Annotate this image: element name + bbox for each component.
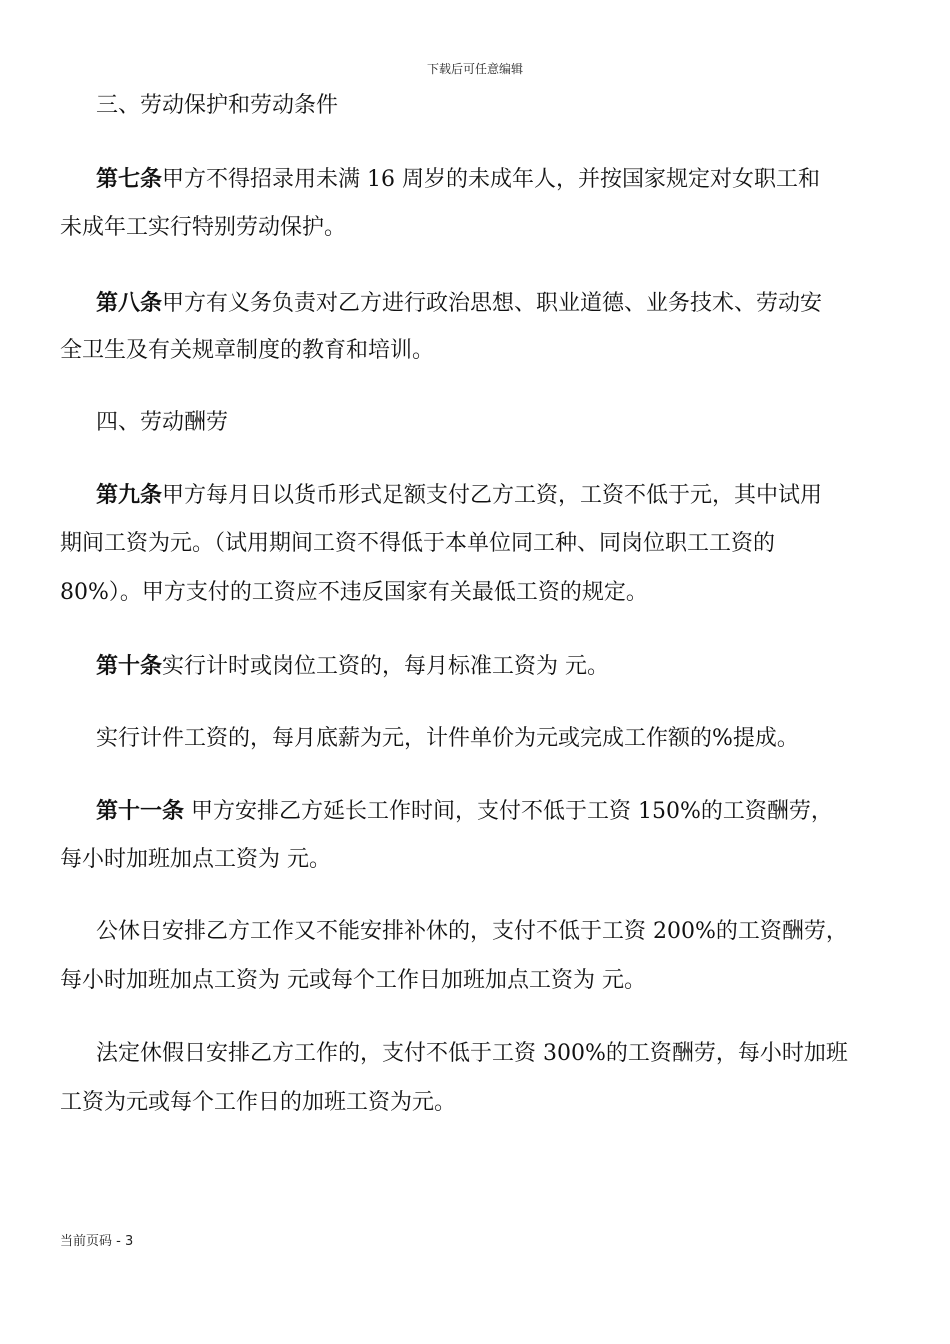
article-9-label: 第九条 [96, 482, 163, 508]
article-10-text-1: 实行计时或岗位工资的，每月标准工资为 元。 [162, 654, 610, 679]
article-9-line-3: 80%）。甲方支付的工资应不违反国家有关最低工资的规定。 [60, 580, 648, 605]
article-9-line-1 [96, 481, 822, 510]
page-number: 当前页码 - 3 [60, 1234, 134, 1249]
article-7-line-2: 未成年工实行特别劳动保护。 [60, 215, 347, 240]
section-4-title: 四、劳动酬劳 [96, 410, 229, 435]
article-11-line-1 [96, 797, 833, 826]
article-7-label: 第七条 [96, 166, 163, 192]
section-3-title: 三、劳动保护和劳动条件 [96, 93, 339, 118]
article-8-text-1: 甲方有义务负责对乙方进行政治思想、职业道德、业务技术、劳动安 [162, 291, 823, 316]
article-7-line-1 [96, 165, 820, 194]
article-10-para-2: 实行计件工资的，每月底薪为元，计件单价为元或完成工作额的%提成。 [96, 726, 799, 751]
article-7-text-1: 甲方不得招录用未满 16 周岁的未成年人，并按国家规定对女职工和 [162, 167, 820, 192]
header-note: 下载后可任意编辑 [426, 62, 523, 76]
article-11-p3-line-2: 工资为元或每个工作日的加班工资为元。 [60, 1090, 457, 1115]
article-11-line-2: 每小时加班加点工资为 元。 [60, 847, 331, 872]
article-11-text-1: 甲方安排乙方延长工作时间，支付不低于工资 150%的工资酬劳， [184, 799, 833, 824]
article-11-label: 第十一条 [96, 798, 185, 824]
article-8-line-1 [96, 289, 822, 318]
article-11-p2-line-1: 公休日安排乙方工作又不能安排补休的，支付不低于工资 200%的工资酬劳， [96, 919, 848, 944]
article-10-label: 第十条 [96, 653, 163, 679]
article-8-line-2: 全卫生及有关规章制度的教育和培训。 [60, 338, 435, 363]
article-10-line-1 [96, 652, 609, 681]
article-9-line-2: 期间工资为元。（试用期间工资不得低于本单位同工种、同岗位职工工资的 [60, 531, 776, 556]
article-8-label: 第八条 [96, 290, 163, 316]
article-9-text-1: 甲方每月日以货币形式足额支付乙方工资，工资不低于元，其中试用 [162, 483, 823, 508]
article-11-p2-line-2: 每小时加班加点工资为 元或每个工作日加班加点工资为 元。 [60, 968, 646, 993]
article-11-p3-line-1: 法定休假日安排乙方工作的，支付不低于工资 300%的工资酬劳，每小时加班 [96, 1041, 848, 1066]
